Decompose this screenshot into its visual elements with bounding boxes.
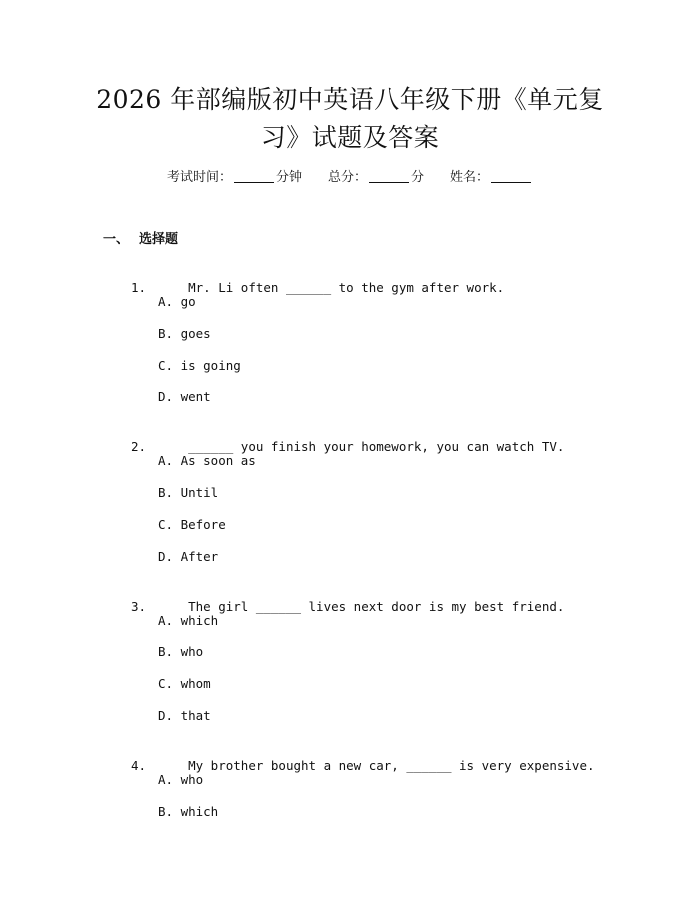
question-3-option-b: B. who <box>158 644 204 659</box>
question-text: Mr. Li often ______ to the gym after work. <box>188 280 505 295</box>
question-number: 2. <box>131 439 147 454</box>
question-text: My brother bought a new car, ______ is very expensive. <box>188 758 595 773</box>
question-4-option-b: B. which <box>158 804 219 819</box>
section-number: 一、 <box>103 232 130 247</box>
question-3-option-d: D. that <box>158 708 211 723</box>
question-1 <box>131 261 505 315</box>
question-1-option-c: C. is going <box>158 358 241 373</box>
exam-score-blank <box>369 168 409 183</box>
question-4 <box>131 739 595 793</box>
section-heading <box>103 230 178 250</box>
question-3-option-a: A. which <box>158 613 219 628</box>
question-2-option-c: C. Before <box>158 517 226 532</box>
question-3-option-c: C. whom <box>158 676 211 691</box>
document-title-line-2: 习》试题及答案 <box>260 123 440 152</box>
question-3 <box>131 580 565 634</box>
exam-name-label: 姓名： <box>450 170 490 185</box>
question-1-option-a: A. go <box>158 294 196 309</box>
question-text: ______ you finish your homework, you can watch TV. <box>188 439 565 454</box>
question-number: 4. <box>131 758 147 773</box>
question-2-option-b: B. Until <box>158 485 219 500</box>
exam-time-unit: 分钟 <box>275 170 302 185</box>
section-title: 选择题 <box>139 232 179 247</box>
question-number: 3. <box>131 599 147 614</box>
question-1-option-b: B. goes <box>158 326 211 341</box>
exam-name-blank <box>491 168 531 183</box>
question-number: 1. <box>131 280 147 295</box>
exam-info <box>0 168 700 188</box>
exam-score-unit: 分 <box>411 170 425 185</box>
question-1-option-d: D. went <box>158 389 211 404</box>
exam-time-blank <box>234 168 274 183</box>
question-text: The girl ______ lives next door is my best friend. <box>188 599 565 614</box>
question-2-option-a: A. As soon as <box>158 453 256 468</box>
exam-score-label: 总分： <box>327 170 367 185</box>
question-2-option-d: D. After <box>158 549 219 564</box>
document-title-line-1: 2026 年部编版初中英语八年级下册《单元复 <box>96 85 604 114</box>
question-4-option-a: A. who <box>158 772 204 787</box>
exam-time-label: 考试时间： <box>166 170 232 185</box>
